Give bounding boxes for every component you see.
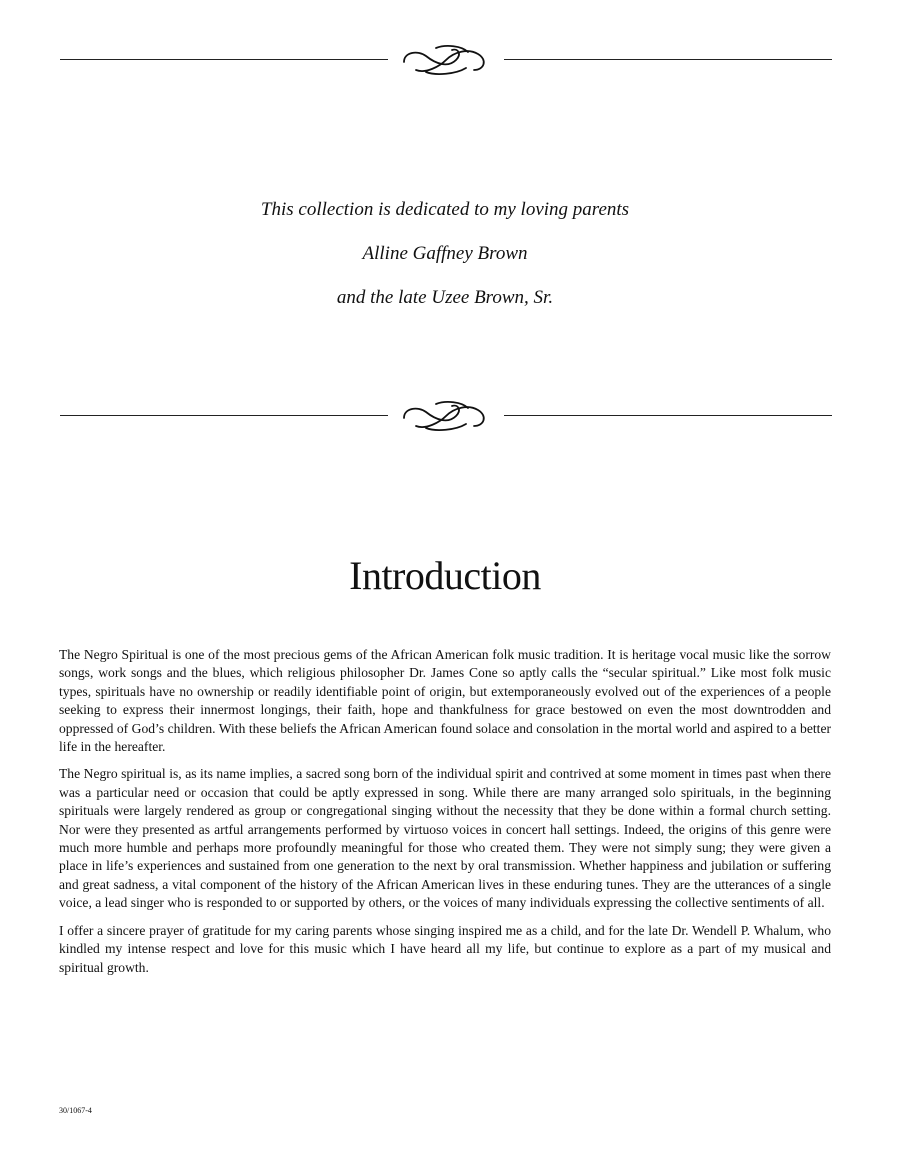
top-ornamental-divider <box>60 40 832 80</box>
scroll-flourish-icon <box>396 40 496 80</box>
dedication <box>0 188 890 320</box>
dedication-line: Alline Gaffney Brown <box>362 243 528 264</box>
page-title: Introduction <box>349 553 541 598</box>
divider-line-left <box>60 59 388 60</box>
dedication-line: This collection is dedicated to my loving parents <box>260 199 630 220</box>
divider-line-right <box>504 59 832 60</box>
scroll-flourish-icon <box>396 396 496 436</box>
divider-line-left <box>60 415 388 416</box>
paragraph: The Negro spiritual is, as its name implies, a sacred song born of the individual spirit and contrived at some moment in times past when there was a particular need or occasion that could be aptly expressed in song. While there are many arranged solo spirituals, in the beginning spirituals were largely rendered as group or congregational singing without the necessity that they be done within a formal church setting. Nor were they presented as artful arrangements performed by virtuoso voices in concert hall settings. Indeed, the origins of this genre were much more humble and perhaps more profoundly meaningful for those who created them. They were not simply sung; they were given a place in life’s experiences and sustained from one generation to the next by oral transmission. Whether happiness and jubilation or suffering and great sadness, a vital component of the history of the African American lives in these enduring tunes. They are the utterances of a single voice, a lead singer who is responded to or supported by others, or the voices of many individuals expressing the collective sentiments of all. <box>59 766 831 911</box>
introduction-body <box>59 646 831 986</box>
dedication-line: and the late Uzee Brown, Sr. <box>336 287 554 308</box>
paragraph: The Negro Spiritual is one of the most precious gems of the African American folk music tradition. It is heritage vocal music like the sorrow songs, work songs and the blues, which religious philosopher Dr. James Cone so aptly calls the “secular spiritual.” Like most folk music types, spirituals have no ownership or readily identifiable point of origin, but extemporaneously evolved out of the experiences of a people seeking to express their innermost longings, their faith, hope and thankfulness for grace bestowed on even the most downtrodden and oppressed of God’s children. With these beliefs the African American found solace and consolation in the mortal world and aspired to a better life in the hereafter. <box>59 647 831 755</box>
divider-line-right <box>504 415 832 416</box>
paragraph: I offer a sincere prayer of gratitude for my caring parents whose singing inspired me as a child, and for the late Dr. Wendell P. Whalum, who kindled my intense respect and love for this music which I have heard all my life, but continue to explore as a part of my musical and spiritual growth. <box>59 922 831 975</box>
bottom-ornamental-divider <box>60 396 832 436</box>
catalog-number: 30/1067-4 <box>59 1106 92 1115</box>
